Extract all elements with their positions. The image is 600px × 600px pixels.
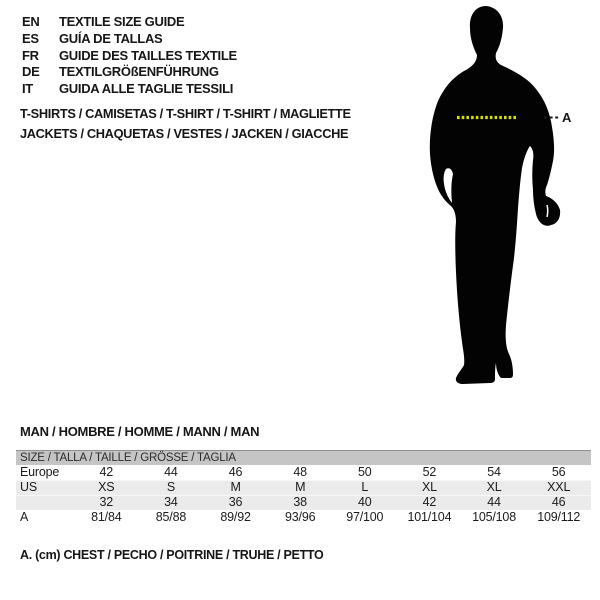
size-cell: 42 bbox=[99, 465, 114, 479]
size-cell: 48 bbox=[293, 465, 307, 479]
size-table bbox=[16, 450, 591, 525]
row-label: US bbox=[20, 480, 37, 494]
size-cell: 32 bbox=[99, 495, 114, 509]
size-table-header: SIZE / TALLA / TAILLE / GRÖSSE / TAGLIA bbox=[16, 450, 591, 465]
measure-label-a: A bbox=[562, 110, 572, 125]
language-code: EN bbox=[22, 14, 40, 29]
size-cell: 93/96 bbox=[285, 510, 316, 524]
size-cell: XXL bbox=[547, 480, 571, 494]
size-cell: S bbox=[166, 480, 175, 494]
size-cell: 36 bbox=[228, 495, 243, 509]
language-code: IT bbox=[22, 81, 33, 97]
size-table-row bbox=[16, 465, 591, 480]
language-label: GUIDE DES TAILLES TEXTILE bbox=[59, 47, 237, 63]
size-cell: 89/92 bbox=[220, 510, 251, 524]
size-cell: 97/100 bbox=[346, 510, 384, 524]
size-cell: 40 bbox=[358, 495, 372, 509]
language-label: GUIDA ALLE TAGLIE TESSILI bbox=[59, 81, 234, 97]
language-row bbox=[22, 64, 237, 81]
language-list bbox=[22, 14, 237, 98]
language-row bbox=[22, 31, 237, 48]
size-table-row bbox=[16, 480, 591, 495]
language-code: ES bbox=[22, 30, 39, 46]
language-row bbox=[22, 81, 237, 98]
gender-title: MAN / HOMBRE / HOMME / MANN / MAN bbox=[20, 424, 260, 439]
size-cell: M bbox=[295, 480, 306, 494]
size-cell: M bbox=[230, 480, 241, 494]
size-cell: 44 bbox=[487, 495, 501, 509]
size-cell: XS bbox=[98, 480, 115, 494]
man-silhouette bbox=[380, 0, 595, 400]
size-cell: XL bbox=[486, 480, 502, 494]
language-label: GUÍA DE TALLAS bbox=[59, 30, 163, 46]
man-silhouette-shape bbox=[430, 6, 560, 384]
size-table-row bbox=[16, 510, 591, 525]
size-cell: 46 bbox=[228, 465, 243, 479]
size-table-row bbox=[16, 495, 591, 510]
size-cell: 81/84 bbox=[91, 510, 122, 524]
measurement-footnote: A. (cm) CHEST / PECHO / POITRINE / TRUHE / PETTO bbox=[20, 548, 324, 562]
row-label: A bbox=[20, 510, 29, 524]
size-cell: 42 bbox=[422, 495, 437, 509]
category-line: JACKETS / CHAQUETAS / VESTES / JACKEN / GIACCHE bbox=[20, 125, 349, 141]
category-line: T-SHIRTS / CAMISETAS / T-SHIRT / T-SHIRT / MAGLIETTE bbox=[20, 106, 351, 121]
size-cell: 85/88 bbox=[155, 510, 187, 524]
size-cell: 50 bbox=[358, 465, 372, 479]
size-cell: 105/108 bbox=[472, 510, 516, 524]
size-cell: XL bbox=[421, 480, 437, 494]
size-cell: 54 bbox=[487, 465, 501, 479]
language-row bbox=[22, 14, 237, 31]
right-hand-finger-gap bbox=[547, 205, 548, 217]
row-label: Europe bbox=[20, 465, 60, 479]
size-cell: L bbox=[361, 480, 369, 494]
size-cell: 34 bbox=[164, 495, 178, 509]
size-cell: 44 bbox=[164, 465, 178, 479]
size-cell: 56 bbox=[551, 465, 566, 479]
category-list bbox=[20, 104, 351, 143]
size-cell: 52 bbox=[422, 465, 437, 479]
row-label bbox=[16, 495, 74, 510]
size-table-body bbox=[16, 465, 591, 525]
size-cell: 109/112 bbox=[537, 510, 581, 524]
size-cell: 101/104 bbox=[407, 510, 452, 524]
size-cell: 46 bbox=[551, 495, 566, 509]
language-code: DE bbox=[22, 64, 40, 80]
language-row bbox=[22, 48, 237, 65]
size-cell: 38 bbox=[293, 495, 307, 509]
language-label: TEXTILGRÖßENFÜHRUNG bbox=[59, 64, 219, 80]
language-code: FR bbox=[22, 47, 39, 63]
language-label: TEXTILE SIZE GUIDE bbox=[59, 14, 185, 29]
